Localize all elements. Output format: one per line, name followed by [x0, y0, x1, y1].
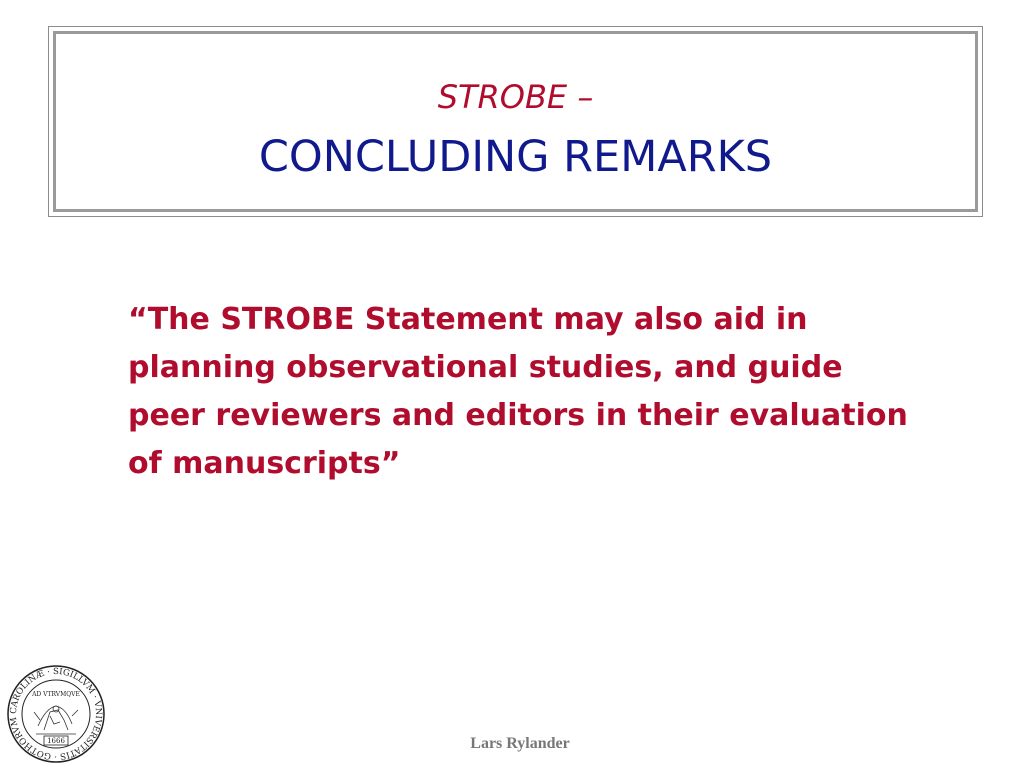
title-frame-border — [53, 31, 978, 212]
author-name: Lars Rylander — [470, 735, 570, 752]
quote-text: “The STROBE Statement may also aid in planning observational studies, and guide peer reviewers and editors in their evaluation of manuscripts” — [128, 302, 908, 481]
title-line-2: CONCLUDING REMARKS — [258, 132, 773, 182]
university-seal-logo — [6, 664, 106, 764]
title-line-1: STROBE – — [437, 78, 594, 116]
title-frame — [48, 26, 983, 217]
svg-text:1666: 1666 — [47, 737, 65, 745]
svg-text:AD VTRVMQVE: AD VTRVMQVE — [32, 691, 80, 698]
svg-text:CAROLINÆ · SIGILLVM · VNIVERSI: CAROLINÆ · SIGILLVM · VNIVERSITATIS · GOTHORVM — [8, 666, 104, 762]
